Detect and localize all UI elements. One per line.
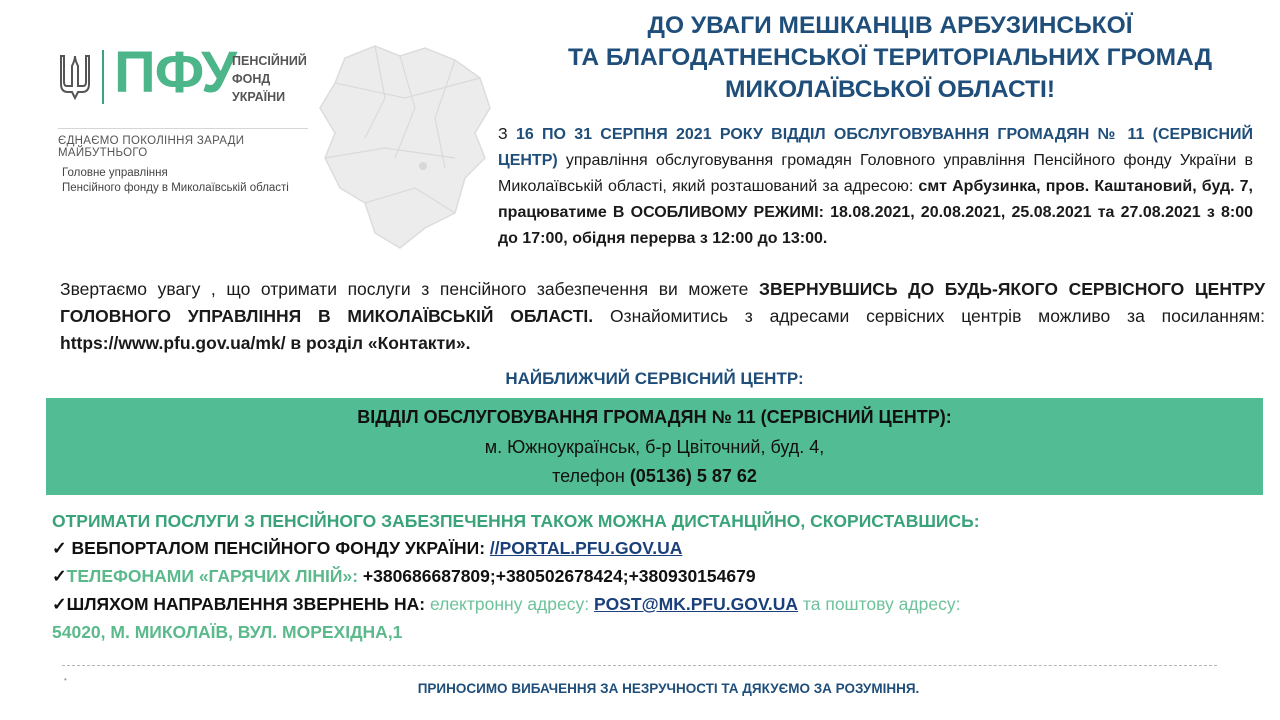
portal-link[interactable]: //PORTAL.PFU.GOV.UA xyxy=(489,538,683,558)
center-phone-line xyxy=(46,466,1263,487)
notice-text-start: Звертаємо увагу , що отримати послуги з пенсійного забезпечення ви можете xyxy=(60,279,760,299)
portal-label: ВЕБПОРТАЛОМ ПЕНСІЙНОГО ФОНДУ УКРАЇНИ: xyxy=(66,538,490,558)
logo-slogan: ЄДНАЄМО ПОКОЛІННЯ ЗАРАДИ МАЙБУТНЬОГО xyxy=(58,128,308,159)
hotline-row xyxy=(52,566,756,587)
department-name xyxy=(62,166,312,196)
trident-icon xyxy=(58,52,92,100)
page-title xyxy=(500,10,1280,106)
region-map-image xyxy=(305,38,505,258)
check-icon: ✓ xyxy=(52,594,67,614)
post-address: 54020, М. МИКОЛАЇВ, ВУЛ. МОРЕХІДНА,1 xyxy=(52,622,403,642)
decorative-dot: • xyxy=(64,675,67,684)
logo-divider xyxy=(102,50,104,104)
hotline-label: ТЕЛЕФОНАМИ «ГАРЯЧИХ ЛІНІЙ»: xyxy=(66,566,363,586)
appeal-row xyxy=(52,594,960,615)
center-name: ВІДДІЛ ОБСЛУГОВУВАННЯ ГРОМАДЯН № 11 (СЕРВІСНИЙ ЦЕНТР): xyxy=(357,407,952,427)
nearest-center-box xyxy=(46,398,1263,495)
pfu-name xyxy=(232,52,312,106)
intro-dates-highlight: 16 ПО 31 СЕРПНЯ 2021 РОКУ ВІДДІЛ ОБСЛУГОВУВАННЯ ГРОМАДЯН № 11 (СЕРВІСНИЙ ЦЕНТР) xyxy=(498,126,1253,169)
department-line1: Головне управління xyxy=(62,167,168,179)
intro-text-start: З xyxy=(498,126,516,143)
pfu-name-line1: ПЕНСІЙНИЙ xyxy=(232,54,307,68)
intro-address: смт Арбузинка, пров. Каштановий, буд. 7, працюватиме В ОСОБЛИВОМУ РЕЖИМІ: 18.08.2021, 20.08.2021, 25.08.2021 та 27.08.2021 з 8:00 до 17:00, обідня перерва з 12:00 до 13:00. xyxy=(498,178,1253,247)
intro-text-middle: управління обслуговування громадян Головного управління Пенсійного фонду України в Миколаївській області, який розташований за адресою: xyxy=(498,152,1253,195)
email-link[interactable]: POST@MK.PFU.GOV.UA xyxy=(593,594,799,614)
title-line1: ДО УВАГИ МЕШКАНЦІВ АРБУЗИНСЬКОЇ xyxy=(647,12,1133,39)
nearest-center-heading: НАЙБЛИЖЧИЙ СЕРВІСНИЙ ЦЕНТР: xyxy=(505,369,804,388)
portal-row xyxy=(52,538,682,559)
hotline-numbers: +380686687809;+380502678424;+380930154679 xyxy=(362,566,756,586)
footer-divider xyxy=(62,665,1217,666)
appeal-label: ШЛЯХОМ НАПРАВЛЕННЯ ЗВЕРНЕНЬ НА: xyxy=(66,594,430,614)
email-label: електронну адресу: xyxy=(429,594,594,614)
footer-message: ПРИНОСИМО ВИБАЧЕННЯ ЗА НЕЗРУЧНОСТІ ТА ДЯКУЄМО ЗА РОЗУМІННЯ. xyxy=(417,681,920,696)
center-phone-label: телефон xyxy=(552,466,630,486)
notice-paragraph xyxy=(60,276,1265,357)
notice-contacts-link[interactable]: https://www.pfu.gov.ua/mk/ в розділ «Контакти». xyxy=(60,333,471,353)
notice-bold-service: ЗВЕРНУВШИСЬ ДО БУДЬ-ЯКОГО СЕРВІСНОГО ЦЕНТРУ ГОЛОВНОГО УПРАВЛІННЯ В МИКОЛАЇВСЬКІЙ ОБЛАСТІ. xyxy=(60,279,1265,326)
post-label: та поштову адресу: xyxy=(798,594,961,614)
pfu-logo: ПФУ xyxy=(114,40,237,105)
center-phone: (05136) 5 87 62 xyxy=(629,466,757,486)
check-icon: ✓ xyxy=(52,566,67,586)
remote-services-heading: ОТРИМАТИ ПОСЛУГИ З ПЕНСІЙНОГО ЗАБЕЗПЕЧЕННЯ ТАКОЖ МОЖНА ДИСТАНЦІЙНО, СКОРИСТАВШИСЬ: xyxy=(52,511,980,531)
pfu-name-line2: ФОНД xyxy=(232,72,271,86)
department-line2: Пенсійного фонду в Миколаївській області xyxy=(62,182,289,194)
notice-text-middle: Ознайомитись з адресами сервісних центрів можливо за посиланням: xyxy=(593,306,1265,326)
center-address: м. Южноукраїнськ, б-р Цвіточний, буд. 4, xyxy=(484,437,825,457)
title-line2: ТА БЛАГОДАТНЕНСЬКОЇ ТЕРИТОРІАЛЬНИХ ГРОМАД xyxy=(567,44,1213,71)
pfu-name-line3: УКРАЇНИ xyxy=(232,90,286,104)
intro-paragraph xyxy=(498,122,1253,252)
check-icon: ✓ xyxy=(52,538,67,558)
title-line3: МИКОЛАЇВСЬКОЇ ОБЛАСТІ! xyxy=(724,76,1056,103)
